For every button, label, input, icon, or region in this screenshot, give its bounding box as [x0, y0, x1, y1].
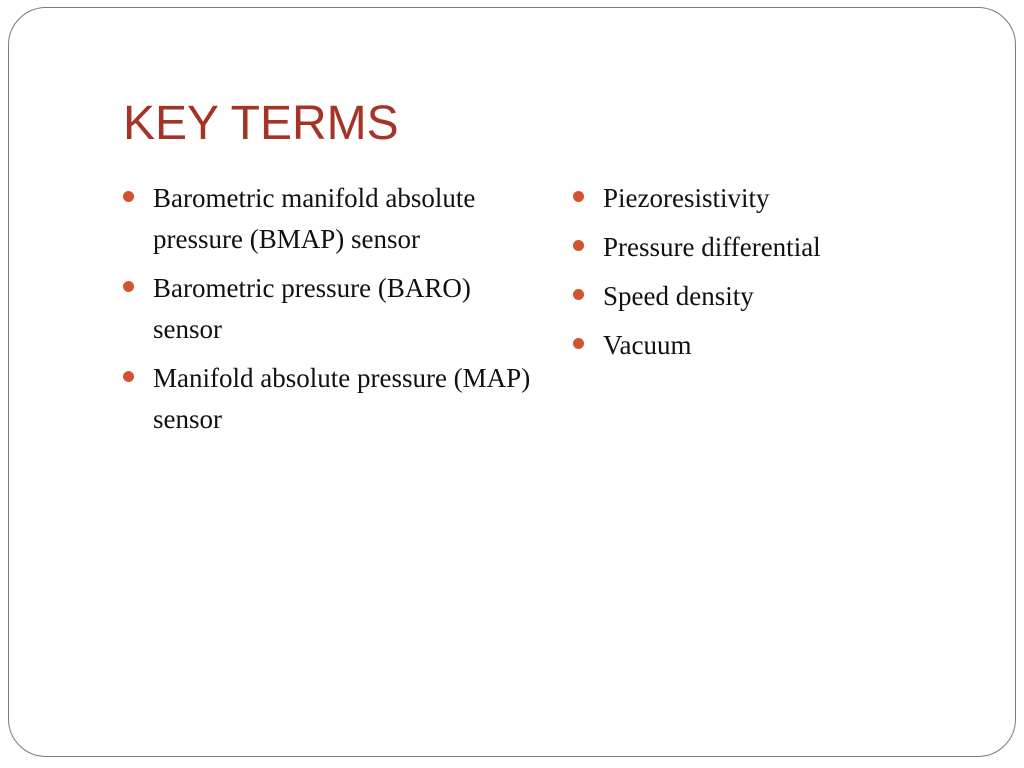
term-text: Pressure differential: [603, 232, 821, 262]
list-item: [573, 178, 993, 219]
slide-frame: [8, 7, 1016, 757]
list-item: [123, 268, 533, 350]
list-item: [573, 227, 993, 268]
list-item: [573, 325, 993, 366]
term-text: Speed density: [603, 281, 754, 311]
right-term-list: [573, 178, 993, 374]
slide-title: KEY TERMS: [123, 97, 399, 150]
term-text: Manifold absolute pressure (MAP) sensor: [153, 363, 531, 434]
term-text: Piezoresistivity: [603, 183, 770, 213]
bullet-dot-icon: [123, 371, 134, 382]
term-text: Vacuum: [603, 330, 692, 360]
bullet-dot-icon: [573, 289, 584, 300]
bullet-dot-icon: [123, 281, 134, 292]
list-item: [123, 358, 533, 440]
bullet-dot-icon: [123, 191, 134, 202]
bullet-dot-icon: [573, 338, 584, 349]
left-term-list: [123, 178, 533, 448]
bullet-dot-icon: [573, 191, 584, 202]
list-item: [123, 178, 533, 260]
bullet-dot-icon: [573, 240, 584, 251]
list-item: [573, 276, 993, 317]
term-text: Barometric manifold absolute pressure (BMAP) sensor: [153, 183, 476, 254]
term-text: Barometric pressure (BARO) sensor: [153, 273, 471, 344]
